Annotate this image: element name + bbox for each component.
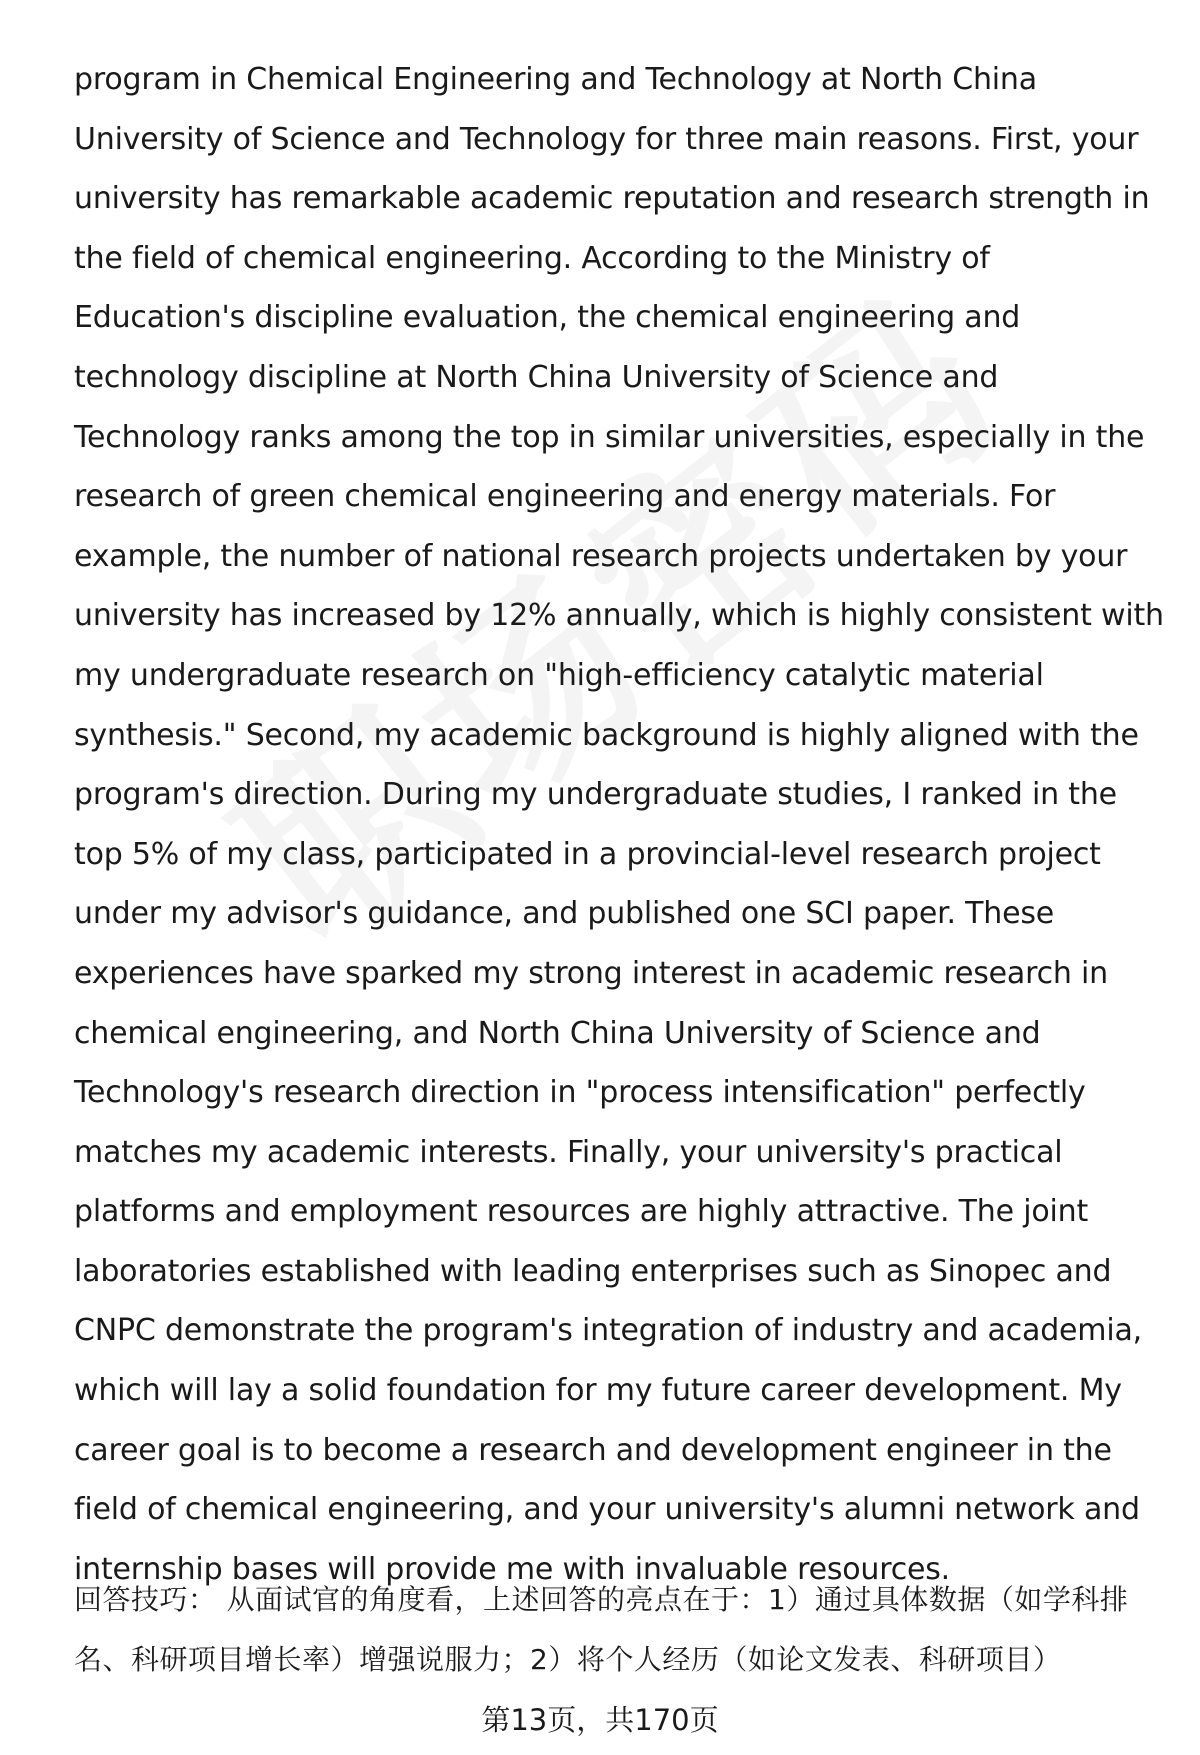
answer-tips	[74, 1570, 1154, 1690]
tips-text: 从面试官的角度看，上述回答的亮点在于：1）通过具体数据（如学科排名、科研项目增长率）增强说服力；2）将个人经历（如论文发表、科研项目）	[74, 1583, 1129, 1676]
tips-label: 回答技巧：	[74, 1583, 217, 1616]
body-paragraph: program in Chemical Engineering and Technology at North China University of Science and Technology for three main reasons. First, your university has remarkable academic reputation and research strength in the field of chemical engineering. According to the Ministry of Education's discipline evaluation, the chemical engineering and technology discipline at North China University of Science and Technology ranks among the top in similar universities, especially in the research of green chemical engineering and energy materials. For example, the number of national research projects undertaken by your university has increased by 12% annually, which is highly consistent with my undergraduate research on "high-efficiency catalytic material synthesis." Second, my academic background is highly aligned with the program's direction. During my undergraduate studies, I ranked in the top 5% of my class, participated in a provincial-level research project under my advisor's guidance, and published one SCI paper. These experiences have sparked my strong interest in academic research in chemical engineering, and North China University of Science and Technology's research direction in "process intensification" perfectly matches my academic interests. Finally, your university's practical platforms and employment resources are highly attractive. The joint laboratories established with leading enterprises such as Sinopec and CNPC demonstrate the program's integration of industry and academia, which will lay a solid foundation for my future career development. My career goal is to become a research and development engineer in the field of chemical engineering, and your university's alumni network and internship bases will provide me with invaluable resources.	[74, 62, 1164, 1587]
page-number: 第13页，共170页	[481, 1703, 719, 1737]
